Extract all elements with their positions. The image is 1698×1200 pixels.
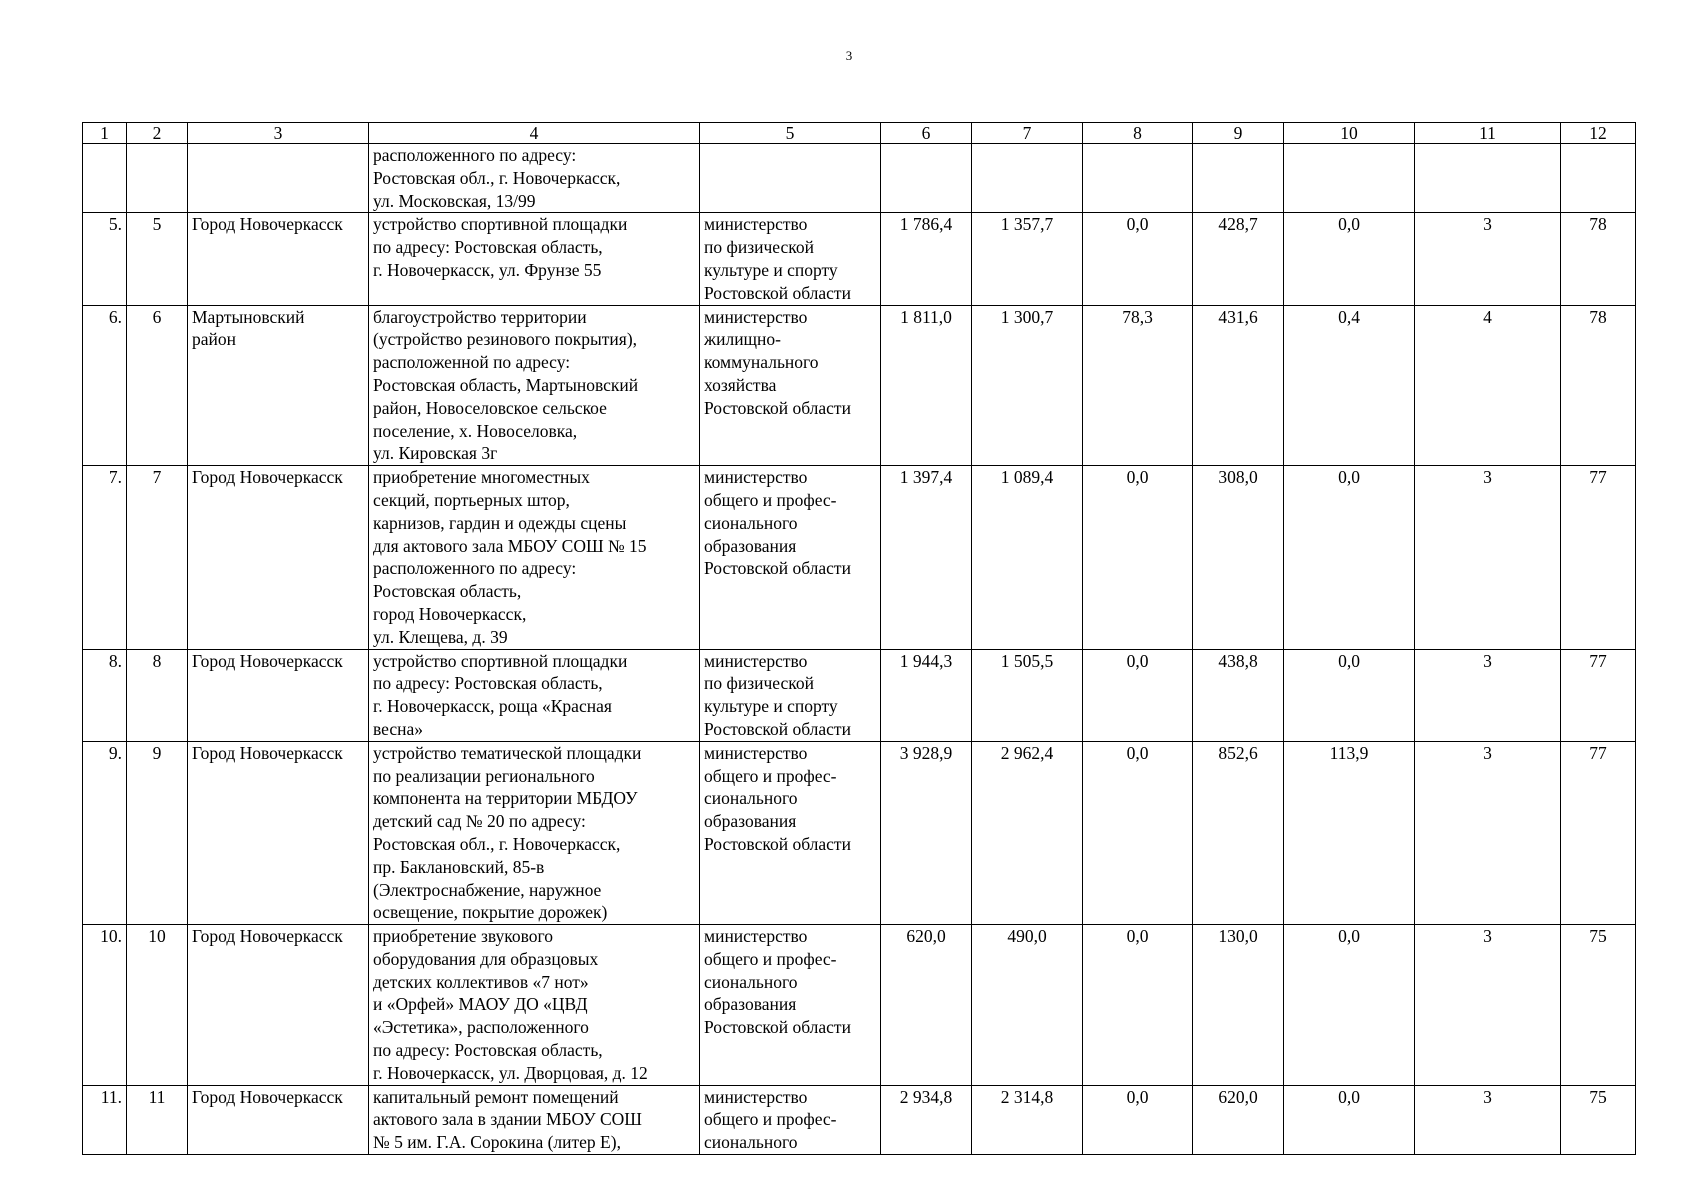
page-number: 3 (845, 48, 853, 63)
ministry-cell: министерство по физической культуре и спорту Ростовской области (700, 649, 881, 741)
value-col12-cell: 78 (1561, 213, 1636, 305)
municipality-cell: Город Новочеркасск (188, 466, 369, 649)
value-col12-cell (1561, 144, 1636, 213)
column-header: 6 (881, 123, 972, 144)
value-col9-cell (1193, 144, 1284, 213)
value-col9-cell: 308,0 (1193, 466, 1284, 649)
row-index-cell: 8. (83, 649, 127, 741)
municipality-cell: Мартыновский район (188, 305, 369, 466)
value-col6-cell (881, 144, 972, 213)
value-col8-cell: 0,0 (1083, 466, 1193, 649)
object-description-cell: приобретение звукового оборудования для образцовых детских коллективов «7 нот» и «Орфей» МАОУ ДО «ЦВД «Эстетика», расположенного по адресу: Ростовская область, г. Новочеркасск, ул. Дворцовая, д. 12 (369, 925, 700, 1086)
value-col8-cell: 0,0 (1083, 213, 1193, 305)
item-number-cell: 5 (127, 213, 188, 305)
item-number-cell: 10 (127, 925, 188, 1086)
value-col6-cell: 2 934,8 (881, 1085, 972, 1154)
value-col11-cell: 3 (1415, 466, 1561, 649)
ministry-cell: министерство общего и профес- сионального (700, 1085, 881, 1154)
row-index-cell: 9. (83, 741, 127, 924)
value-col12-cell: 78 (1561, 305, 1636, 466)
table-row (83, 1085, 1636, 1154)
value-col8-cell: 78,3 (1083, 305, 1193, 466)
municipality-cell: Город Новочеркасск (188, 741, 369, 924)
row-index-cell: 6. (83, 305, 127, 466)
item-number-cell: 6 (127, 305, 188, 466)
value-col10-cell: 0,4 (1284, 305, 1415, 466)
value-col12-cell: 77 (1561, 649, 1636, 741)
row-index-cell: 10. (83, 925, 127, 1086)
ministry-cell: министерство жилищно- коммунального хозяйства Ростовской области (700, 305, 881, 466)
object-description-cell: благоустройство территории (устройство резинового покрытия), расположенной по адресу: Ростовская область, Мартыновский район, Новоселовское сельское поселение, х. Новоселовка, ул. Кировская 3г (369, 305, 700, 466)
value-col7-cell: 2 962,4 (972, 741, 1083, 924)
value-col12-cell: 75 (1561, 1085, 1636, 1154)
value-col11-cell (1415, 144, 1561, 213)
table-row (83, 305, 1636, 466)
value-col6-cell: 1 786,4 (881, 213, 972, 305)
value-col9-cell: 431,6 (1193, 305, 1284, 466)
value-col6-cell: 1 944,3 (881, 649, 972, 741)
item-number-cell: 8 (127, 649, 188, 741)
value-col7-cell (972, 144, 1083, 213)
municipality-cell: Город Новочеркасск (188, 1085, 369, 1154)
value-col10-cell (1284, 144, 1415, 213)
table-body (83, 144, 1636, 1155)
column-header: 10 (1284, 123, 1415, 144)
item-number-cell: 11 (127, 1085, 188, 1154)
column-header: 9 (1193, 123, 1284, 144)
value-col9-cell: 428,7 (1193, 213, 1284, 305)
value-col7-cell: 1 300,7 (972, 305, 1083, 466)
value-col12-cell: 77 (1561, 741, 1636, 924)
value-col11-cell: 3 (1415, 925, 1561, 1086)
column-header: 7 (972, 123, 1083, 144)
item-number-cell: 9 (127, 741, 188, 924)
value-col10-cell: 0,0 (1284, 213, 1415, 305)
value-col8-cell: 0,0 (1083, 649, 1193, 741)
column-header: 12 (1561, 123, 1636, 144)
object-description-cell: устройство спортивной площадки по адресу: Ростовская область, г. Новочеркасск, ул. Фрунзе 55 (369, 213, 700, 305)
value-col10-cell: 0,0 (1284, 649, 1415, 741)
value-col10-cell: 0,0 (1284, 925, 1415, 1086)
value-col8-cell: 0,0 (1083, 741, 1193, 924)
column-header: 3 (188, 123, 369, 144)
municipality-cell: Город Новочеркасск (188, 925, 369, 1086)
value-col9-cell: 438,8 (1193, 649, 1284, 741)
municipality-cell: Город Новочеркасск (188, 649, 369, 741)
column-header: 8 (1083, 123, 1193, 144)
value-col7-cell: 1 089,4 (972, 466, 1083, 649)
table-row (83, 213, 1636, 305)
object-description-cell: устройство тематической площадки по реализации регионального компонента на территории МБДОУ детский сад № 20 по адресу: Ростовская обл., г. Новочеркасск, пр. Баклановский, 85-в (Электроснабжение, наружное освещение, покрытие дорожек) (369, 741, 700, 924)
column-header: 2 (127, 123, 188, 144)
ministry-cell: министерство общего и профес- сионального образования Ростовской области (700, 925, 881, 1086)
table-row (83, 925, 1636, 1086)
table-row (83, 649, 1636, 741)
column-header: 11 (1415, 123, 1561, 144)
value-col12-cell: 75 (1561, 925, 1636, 1086)
value-col9-cell: 620,0 (1193, 1085, 1284, 1154)
column-header: 1 (83, 123, 127, 144)
value-col7-cell: 1 357,7 (972, 213, 1083, 305)
value-col8-cell: 0,0 (1083, 925, 1193, 1086)
item-number-cell: 7 (127, 466, 188, 649)
value-col6-cell: 3 928,9 (881, 741, 972, 924)
column-number-header-row (83, 123, 1636, 144)
municipality-cell: Город Новочеркасск (188, 213, 369, 305)
value-col10-cell: 113,9 (1284, 741, 1415, 924)
value-col10-cell: 0,0 (1284, 466, 1415, 649)
object-description-cell: устройство спортивной площадки по адресу: Ростовская область, г. Новочеркасск, роща «Красная весна» (369, 649, 700, 741)
value-col7-cell: 1 505,5 (972, 649, 1083, 741)
ministry-cell: министерство по физической культуре и спорту Ростовской области (700, 213, 881, 305)
value-col7-cell: 2 314,8 (972, 1085, 1083, 1154)
row-index-cell: 5. (83, 213, 127, 305)
value-col11-cell: 3 (1415, 213, 1561, 305)
value-col6-cell: 1 811,0 (881, 305, 972, 466)
value-col11-cell: 3 (1415, 1085, 1561, 1154)
row-index-cell (83, 144, 127, 213)
row-index-cell: 11. (83, 1085, 127, 1154)
value-col12-cell: 77 (1561, 466, 1636, 649)
table-row (83, 741, 1636, 924)
value-col11-cell: 3 (1415, 649, 1561, 741)
ministry-cell (700, 144, 881, 213)
municipality-cell (188, 144, 369, 213)
value-col9-cell: 130,0 (1193, 925, 1284, 1086)
value-col8-cell (1083, 144, 1193, 213)
value-col6-cell: 1 397,4 (881, 466, 972, 649)
row-index-cell: 7. (83, 466, 127, 649)
value-col7-cell: 490,0 (972, 925, 1083, 1086)
table-row (83, 144, 1636, 213)
object-description-cell: расположенного по адресу: Ростовская обл., г. Новочеркасск, ул. Московская, 13/99 (369, 144, 700, 213)
table-row (83, 466, 1636, 649)
value-col11-cell: 3 (1415, 741, 1561, 924)
object-description-cell: капитальный ремонт помещений актового зала в здании МБОУ СОШ № 5 им. Г.А. Сорокина (литер Е), (369, 1085, 700, 1154)
ministry-cell: министерство общего и профес- сионального образования Ростовской области (700, 741, 881, 924)
value-col9-cell: 852,6 (1193, 741, 1284, 924)
data-table (82, 122, 1636, 1155)
column-header: 4 (369, 123, 700, 144)
item-number-cell (127, 144, 188, 213)
value-col10-cell: 0,0 (1284, 1085, 1415, 1154)
ministry-cell: министерство общего и профес- сионального образования Ростовской области (700, 466, 881, 649)
value-col6-cell: 620,0 (881, 925, 972, 1086)
value-col11-cell: 4 (1415, 305, 1561, 466)
value-col8-cell: 0,0 (1083, 1085, 1193, 1154)
object-description-cell: приобретение многоместных секций, портьерных штор, карнизов, гардин и одежды сцены для актового зала МБОУ СОШ № 15 расположенного по адресу: Ростовская область, город Новочеркасск, ул. Клещева, д. 39 (369, 466, 700, 649)
column-header: 5 (700, 123, 881, 144)
